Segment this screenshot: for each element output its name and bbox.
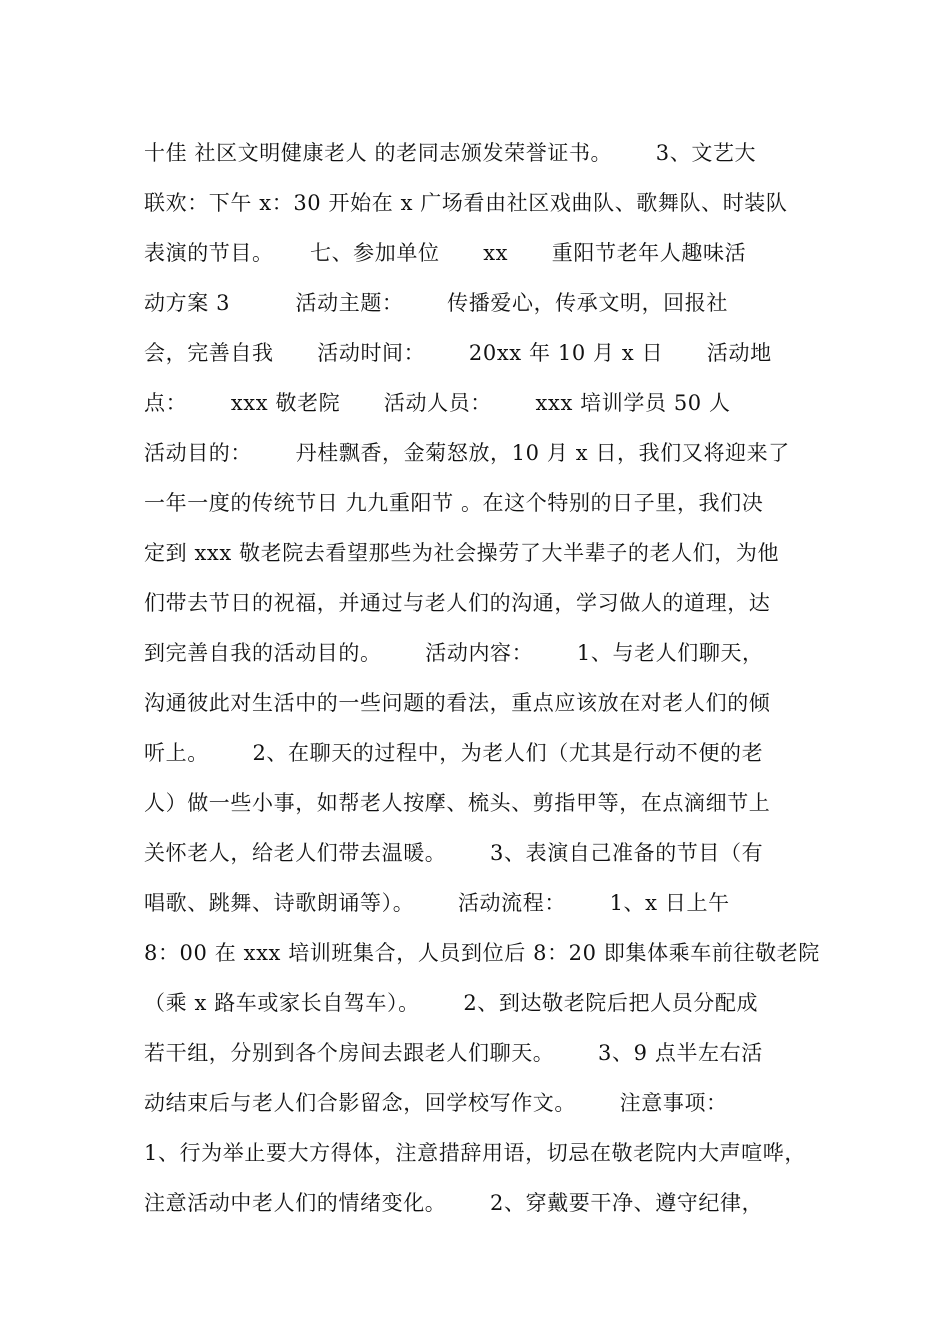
text-line-7: 活动目的： 丹桂飘香，金菊怒放，10 月 x 日，我们又将迎来了: [144, 441, 790, 465]
text-line-1: 十佳 社区文明健康老人 的老同志颁发荣誉证书。 3、文艺大: [144, 141, 757, 165]
text-line-18: （乘 x 路车或家长自驾车）。 2、到达敬老院后把人员分配成: [144, 991, 759, 1015]
text-line-19: 若干组，分别到各个房间去跟老人们聊天。 3、9 点半左右活: [144, 1041, 763, 1065]
text-line-2: 联欢：下午 x：30 开始在 x 广场看由社区戏曲队、歌舞队、时装队: [144, 191, 788, 215]
text-line-6: 点： xxx 敬老院 活动人员： xxx 培训学员 50 人: [144, 391, 731, 415]
text-line-15: 关怀老人，给老人们带去温暖。 3、表演自己准备的节目（有: [144, 841, 764, 865]
text-line-5: 会，完善自我 活动时间： 20xx 年 10 月 x 日 活动地: [144, 341, 772, 365]
document-body: [144, 128, 844, 1228]
text-line-20: 动结束后与老人们合影留念，回学校写作文。 注意事项：: [144, 1091, 728, 1115]
text-line-3: 表演的节目。 七、参加单位 xx 重阳节老年人趣味活: [144, 241, 747, 265]
text-line-12: 沟通彼此对生活中的一些问题的看法，重点应该放在对老人们的倾: [144, 691, 771, 715]
text-line-10: 们带去节日的祝福，并通过与老人们的沟通，学习做人的道理，达: [144, 591, 771, 615]
text-line-22: 注意活动中老人们的情绪变化。 2、穿戴要干净、遵守纪律，: [144, 1191, 764, 1215]
text-line-9: 定到 xxx 敬老院去看望那些为社会操劳了大半辈子的老人们，为他: [144, 541, 780, 565]
text-line-11: 到完善自我的活动目的。 活动内容： 1、与老人们聊天，: [144, 641, 764, 665]
text-line-8: 一年一度的传统节日 九九重阳节 。在这个特别的日子里，我们决: [144, 491, 764, 515]
text-line-21: 1、行为举止要大方得体，注意措辞用语，切忌在敬老院内大声喧哗，: [144, 1141, 806, 1165]
text-line-14: 人）做一些小事，如帮老人按摩、梳头、剪指甲等，在点滴细节上: [144, 791, 771, 815]
text-line-17: 8：00 在 xxx 培训班集合，人员到位后 8：20 即集体乘车前往敬老院: [144, 941, 820, 965]
text-line-13: 听上。 2、在聊天的过程中，为老人们（尤其是行动不便的老: [144, 741, 764, 765]
text-line-4: 动方案 3 活动主题： 传播爱心，传承文明，回报社: [144, 291, 728, 315]
text-line-16: 唱歌、跳舞、诗歌朗诵等）。 活动流程： 1、x 日上午: [144, 891, 730, 915]
